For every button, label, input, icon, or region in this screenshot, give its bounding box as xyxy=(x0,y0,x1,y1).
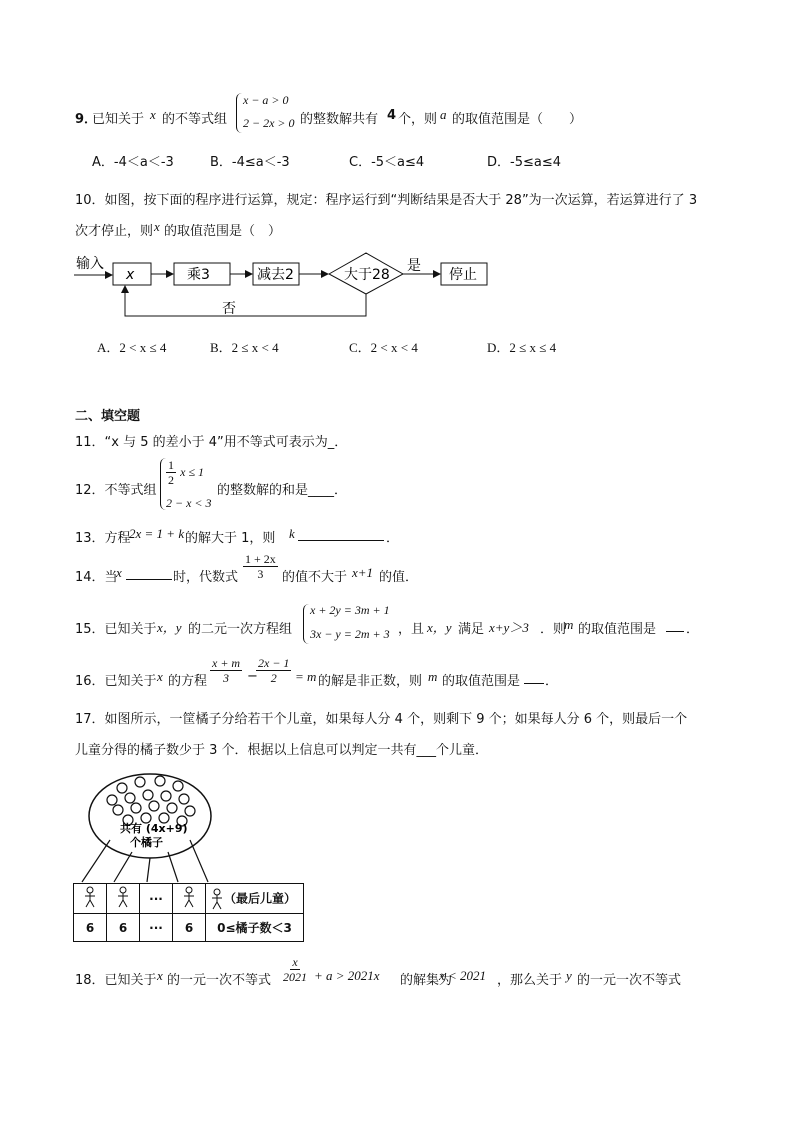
q15-text-e: ．则 xyxy=(540,622,567,637)
q12-system-line2: 2 − x < 3 xyxy=(166,496,212,510)
q9-text-c: 的整数解共有 xyxy=(300,112,379,127)
q14-frac-num: 1 + 2x xyxy=(245,552,276,566)
q18-frac-num: x xyxy=(292,955,298,969)
q9-option-d[interactable]: D．-5≤a≤4 xyxy=(487,155,561,170)
q15-text-b: 的二元一次方程组 xyxy=(188,622,293,637)
q15-text-c: ，且 xyxy=(398,622,425,637)
q9-count: 4 xyxy=(387,108,397,123)
q9-option-b[interactable]: B．-4≤a＜-3 xyxy=(210,155,290,170)
q17-orange-basket-figure xyxy=(70,768,295,890)
q9-text-d: 个，则 xyxy=(398,112,438,127)
q14-expression: x+1 xyxy=(352,565,374,580)
flow-box-multiply-label: 乘3 xyxy=(187,267,210,283)
children-row xyxy=(74,884,304,914)
last-child-label: （最后儿童） xyxy=(224,891,297,905)
q18-inequality-tail: + a > 2021x xyxy=(314,968,380,983)
q18-var-x: x xyxy=(157,968,163,983)
q13-text-b: 的解大于 1，则 xyxy=(185,531,276,546)
q13-equation: 2x = 1 + k xyxy=(129,526,185,541)
q16-text-c: 的解是非正数，则 xyxy=(318,674,423,689)
q13-answer-blank[interactable] xyxy=(298,528,384,541)
q10-line2-a: 次才停止，则 xyxy=(75,224,154,239)
q13-var-k: k xyxy=(289,526,295,541)
q9-system-line1: x − a > 0 xyxy=(243,93,289,107)
q9-option-a[interactable]: A．-4＜a＜-3 xyxy=(92,155,174,170)
basket-label-line2: 个橘子 xyxy=(130,836,163,849)
q16-frac2-num: 2x − 1 xyxy=(258,656,290,670)
q9-number: 9． xyxy=(75,112,98,127)
q17-children-table xyxy=(73,883,304,942)
q12-frac-num: 1 xyxy=(168,458,174,472)
q14-frac-den: 3 xyxy=(257,567,264,581)
q16-fraction-2 xyxy=(256,656,291,685)
q16-var-m: m xyxy=(428,669,438,684)
q15-var-m: m xyxy=(564,617,574,632)
q16-var-x: x xyxy=(157,669,163,684)
q15-vars-2: x，y xyxy=(427,620,452,635)
q15-condition: x+y＞3 xyxy=(489,620,529,635)
q12-frac-den: 2 xyxy=(168,473,174,487)
flow-loop-arrow xyxy=(125,286,366,316)
q9-brace xyxy=(236,93,242,133)
q14-text-b: 时，代数式 xyxy=(173,570,239,585)
question-11: 11．“x 与 5 的差小于 4”用不等式可表示为_． xyxy=(75,435,348,450)
count-cell: 6 xyxy=(74,914,107,942)
counts-row xyxy=(74,914,304,942)
count-cell: 6 xyxy=(173,914,206,942)
q16-frac2-den: 2 xyxy=(270,671,277,685)
q10-option-a[interactable]: A．2 < x ≤ 4 xyxy=(97,340,167,355)
q16-fraction-1 xyxy=(210,656,242,685)
orange-dots xyxy=(107,776,195,826)
q14-answer-blank[interactable] xyxy=(126,567,172,580)
q9-system-line2: 2 − 2x > 0 xyxy=(243,116,295,130)
q12-text-b: 的整数解的和是____． xyxy=(217,483,348,498)
q10-option-c[interactable]: C．2 < x < 4 xyxy=(349,340,418,355)
q9-var-x: x xyxy=(150,107,156,122)
q18-text-c: 的解集为 xyxy=(400,973,453,988)
child-icon xyxy=(173,884,206,914)
q16-text-e: ． xyxy=(545,674,559,689)
q16-frac1-den: 3 xyxy=(223,671,230,685)
q10-var-x: x xyxy=(154,219,160,234)
q18-fraction xyxy=(281,955,309,984)
q9-var-a: a xyxy=(440,107,447,122)
q18-text-b: 的一元一次不等式 xyxy=(167,973,272,988)
q10-line2-b: 的取值范围是（ ） xyxy=(164,224,282,239)
q12-line1 xyxy=(166,458,204,487)
q10-option-d[interactable]: D．2 ≤ x ≤ 4 xyxy=(487,340,557,355)
q15-text-d: 满足 xyxy=(458,622,485,637)
q14-text-d: 的值． xyxy=(379,570,419,585)
flow-box-stop-label: 停止 xyxy=(449,267,477,283)
q15-text-a: 15．已知关于 xyxy=(75,622,157,637)
q9-text-b: 的不等式组 xyxy=(162,112,228,127)
child-icon xyxy=(74,884,107,914)
q18-text-e: 的一元一次不等式 xyxy=(577,973,682,988)
q16-equation-tail: = m xyxy=(295,669,317,684)
q14-var-x: x xyxy=(116,565,122,580)
q18-text-d: ，那么关于 xyxy=(497,973,563,988)
q14-fraction xyxy=(243,552,278,581)
q18-text-a: 18．已知关于 xyxy=(75,973,157,988)
ellipsis-cell: ··· xyxy=(140,884,173,914)
q13-text-c: ． xyxy=(386,531,400,546)
q18-solution: x < 2021 xyxy=(439,968,487,983)
q16-answer-blank[interactable] xyxy=(524,671,544,684)
q16-text-b: 的方程 xyxy=(168,674,208,689)
q10-flowchart xyxy=(70,248,500,324)
child-icon xyxy=(107,884,140,914)
flow-decision-label: 大于28 xyxy=(344,267,390,283)
q17-line1: 17．如图所示，一筐橘子分给若干个儿童，如果每人分 4 个，则剩下 9 个；如果每人分 6 个，则最后一个 xyxy=(75,712,688,727)
q16-text-a: 16．已知关于 xyxy=(75,674,157,689)
q12-text-a: 12．不等式组 xyxy=(75,483,157,498)
q14-text-a: 14．当 xyxy=(75,570,118,585)
q18-var-y: y xyxy=(566,968,572,983)
q15-text-g: ． xyxy=(686,622,700,637)
flow-no-label: 否 xyxy=(222,301,236,317)
q16-text-d: 的取值范围是 xyxy=(442,674,521,689)
q18-frac-den: 2021 xyxy=(283,970,307,984)
flow-input-label: 输入 xyxy=(76,256,104,272)
q12-system-line1-tail: x ≤ 1 xyxy=(180,465,205,479)
q9-text-e: 的取值范围是（ ） xyxy=(452,112,583,127)
q15-system-line2: 3x − y = 2m + 3 xyxy=(310,627,390,641)
q15-answer-blank[interactable] xyxy=(666,619,684,632)
basket-label-line1: 共有 (4x+9) xyxy=(120,822,188,835)
q17-line2: 儿童分得的橘子数少于 3 个．根据以上信息可以判定一共有___个儿童． xyxy=(75,743,489,758)
q10-option-b[interactable]: B．2 ≤ x < 4 xyxy=(210,340,279,355)
q15-text-f: 的取值范围是 xyxy=(578,622,657,637)
q16-frac1-num: x + m xyxy=(212,656,241,670)
count-cell-last: 0≤橘子数＜3 xyxy=(206,914,304,942)
q9-option-c[interactable]: C．-5＜a≤4 xyxy=(349,155,425,170)
q14-text-c: 的值不大于 xyxy=(282,570,348,585)
q15-vars: x，y xyxy=(157,620,182,635)
q16-minus: − xyxy=(247,669,258,684)
q15-system-line1: x + 2y = 3m + 1 xyxy=(310,603,390,617)
count-cell: 6 xyxy=(107,914,140,942)
q13-text-a: 13．方程 xyxy=(75,531,131,546)
flow-box-subtract-label: 减去2 xyxy=(257,267,294,283)
flow-yes-label: 是 xyxy=(407,258,421,274)
flow-box-x-label: x xyxy=(126,267,135,283)
section-title: 二、填空题 xyxy=(75,409,141,424)
q10-line1: 10．如图，按下面的程序进行运算，规定：程序运行到“判断结果是否大于 28”为一次运算，若运算进行了 3 xyxy=(75,193,698,208)
q15-brace xyxy=(303,604,309,644)
last-child-cell xyxy=(206,884,304,914)
q9-text-a: 已知关于 xyxy=(92,112,145,127)
count-cell: ··· xyxy=(140,914,173,942)
